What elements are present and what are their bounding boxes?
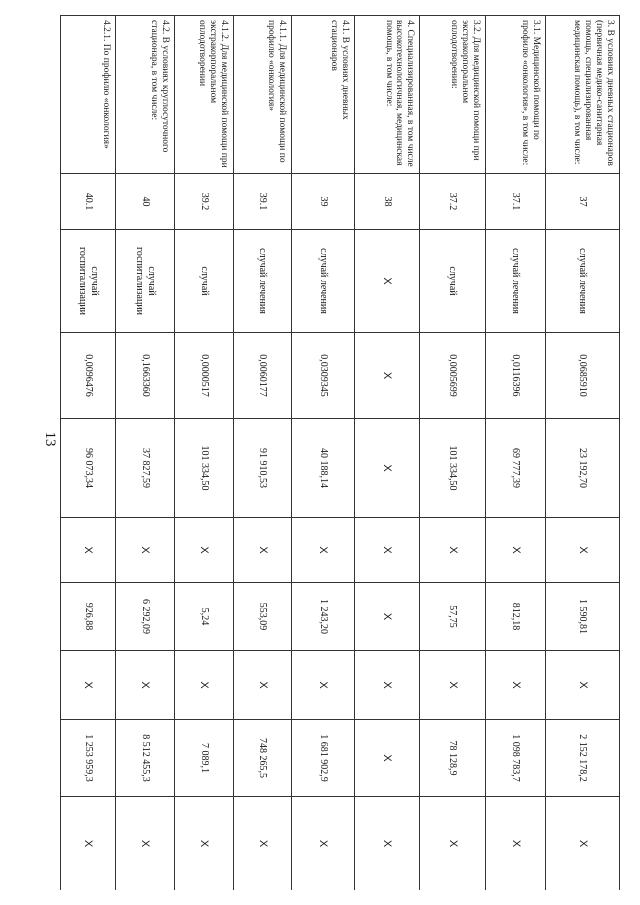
row-cell-7: 812,18 <box>486 583 546 651</box>
row-cell-9: 7 089,1 <box>174 720 233 797</box>
row-norm: X <box>354 333 420 419</box>
row-cell-9: 78 128,9 <box>420 720 486 797</box>
table-row <box>174 16 233 891</box>
row-code: 39 <box>292 174 354 230</box>
row-cell-10: X <box>174 797 233 891</box>
row-cell-10: X <box>546 797 620 891</box>
row-unit: случай <box>174 230 233 333</box>
row-cost: 23 192,70 <box>546 419 620 518</box>
row-norm: 0,0005699 <box>420 333 486 419</box>
row-cost: 101 334,50 <box>420 419 486 518</box>
row-cost: X <box>354 419 420 518</box>
row-cell-6: X <box>546 518 620 583</box>
row-unit: случай лечения <box>486 230 546 333</box>
row-cost: 69 777,39 <box>486 419 546 518</box>
rotated-table <box>60 15 620 890</box>
row-norm: 0,1663360 <box>116 333 175 419</box>
row-cell-6: X <box>116 518 175 583</box>
row-name: 4.2.1. По профилю «онкология» <box>61 16 116 174</box>
row-cell-10: X <box>420 797 486 891</box>
table-row <box>420 16 486 891</box>
row-unit: случай лечения <box>546 230 620 333</box>
row-code: 39.2 <box>174 174 233 230</box>
row-norm: 0,0309345 <box>292 333 354 419</box>
row-name: 4.1. В условиях дневных стационаров <box>292 16 354 174</box>
row-cell-7: 553,09 <box>233 583 292 651</box>
row-unit: случай госпитализации <box>116 230 175 333</box>
page-number: 13 <box>42 431 58 447</box>
row-cost: 101 334,50 <box>174 419 233 518</box>
row-cell-10: X <box>486 797 546 891</box>
row-cell-10: X <box>233 797 292 891</box>
row-norm: 0,0000517 <box>174 333 233 419</box>
table-container <box>60 15 620 890</box>
row-name: 3.1. Медицинской помощи по профилю «онкология», в том числе: <box>486 16 546 174</box>
row-cell-8: X <box>486 651 546 720</box>
row-cell-7: 57,75 <box>420 583 486 651</box>
row-cell-7: 926,88 <box>61 583 116 651</box>
row-cell-6: X <box>174 518 233 583</box>
row-cell-6: X <box>354 518 420 583</box>
row-cell-9: 2 152 178,2 <box>546 720 620 797</box>
row-cell-6: X <box>61 518 116 583</box>
table-row <box>116 16 175 891</box>
row-cell-8: X <box>354 651 420 720</box>
table-row <box>233 16 292 891</box>
row-norm: 0,0116396 <box>486 333 546 419</box>
row-cell-8: X <box>420 651 486 720</box>
row-cost: 37 827,59 <box>116 419 175 518</box>
cost-table <box>60 15 620 890</box>
row-code: 38 <box>354 174 420 230</box>
row-name: 4.2. В условиях круглосуточного стационара, в том числе: <box>116 16 175 174</box>
row-cell-9: 8 512 455,3 <box>116 720 175 797</box>
row-code: 37.2 <box>420 174 486 230</box>
row-cell-8: X <box>546 651 620 720</box>
row-cell-8: X <box>61 651 116 720</box>
row-code: 37.1 <box>486 174 546 230</box>
row-cell-9: 748 265,5 <box>233 720 292 797</box>
table-row <box>292 16 354 891</box>
row-code: 40.1 <box>61 174 116 230</box>
row-cell-7: 1 243,20 <box>292 583 354 651</box>
table-row <box>354 16 420 891</box>
row-unit: случай <box>420 230 486 333</box>
row-name: 4.1.2. Для медицинской помощи при экстракорпоральном оплодотворении <box>174 16 233 174</box>
row-unit: X <box>354 230 420 333</box>
row-cell-8: X <box>174 651 233 720</box>
row-cell-10: X <box>116 797 175 891</box>
row-norm: 0,0060177 <box>233 333 292 419</box>
table-row <box>61 16 116 891</box>
row-unit: случай лечения <box>292 230 354 333</box>
row-cell-7: 6 292,09 <box>116 583 175 651</box>
row-cell-6: X <box>292 518 354 583</box>
row-cell-8: X <box>233 651 292 720</box>
row-cost: 91 910,53 <box>233 419 292 518</box>
row-cell-10: X <box>61 797 116 891</box>
row-cell-10: X <box>292 797 354 891</box>
row-name: 3.2. Для медицинской помощи при экстракорпоральном оплодотворении: <box>420 16 486 174</box>
row-cell-9: 1 098 783,7 <box>486 720 546 797</box>
row-cell-6: X <box>420 518 486 583</box>
row-cell-7: X <box>354 583 420 651</box>
row-cell-6: X <box>486 518 546 583</box>
row-code: 39.1 <box>233 174 292 230</box>
row-cost: 96 073,34 <box>61 419 116 518</box>
row-name: 3. В условиях дневных стационаров (первичная медико-санитарная помощь, специализированная медицинская помощь), в том числе: <box>546 16 620 174</box>
row-cell-7: 1 590,81 <box>546 583 620 651</box>
row-name: 4.1.1. Для медицинской помощи по профилю «онкология» <box>233 16 292 174</box>
row-cell-7: 5,24 <box>174 583 233 651</box>
row-cell-9: 1 253 959,3 <box>61 720 116 797</box>
row-cell-9: 1 681 902,9 <box>292 720 354 797</box>
row-name: 4. Специализированная, в том числе высокотехнологичная, медицинская помощь, в том числе: <box>354 16 420 174</box>
row-cell-8: X <box>116 651 175 720</box>
row-cell-8: X <box>292 651 354 720</box>
row-code: 37 <box>546 174 620 230</box>
row-cell-9: X <box>354 720 420 797</box>
table-row <box>546 16 620 891</box>
row-norm: 0,0096476 <box>61 333 116 419</box>
row-cost: 40 188,14 <box>292 419 354 518</box>
row-cell-10: X <box>354 797 420 891</box>
table-row <box>486 16 546 891</box>
row-cell-6: X <box>233 518 292 583</box>
row-unit: случай лечения <box>233 230 292 333</box>
row-unit: случай госпитализации <box>61 230 116 333</box>
row-norm: 0,0685910 <box>546 333 620 419</box>
row-code: 40 <box>116 174 175 230</box>
